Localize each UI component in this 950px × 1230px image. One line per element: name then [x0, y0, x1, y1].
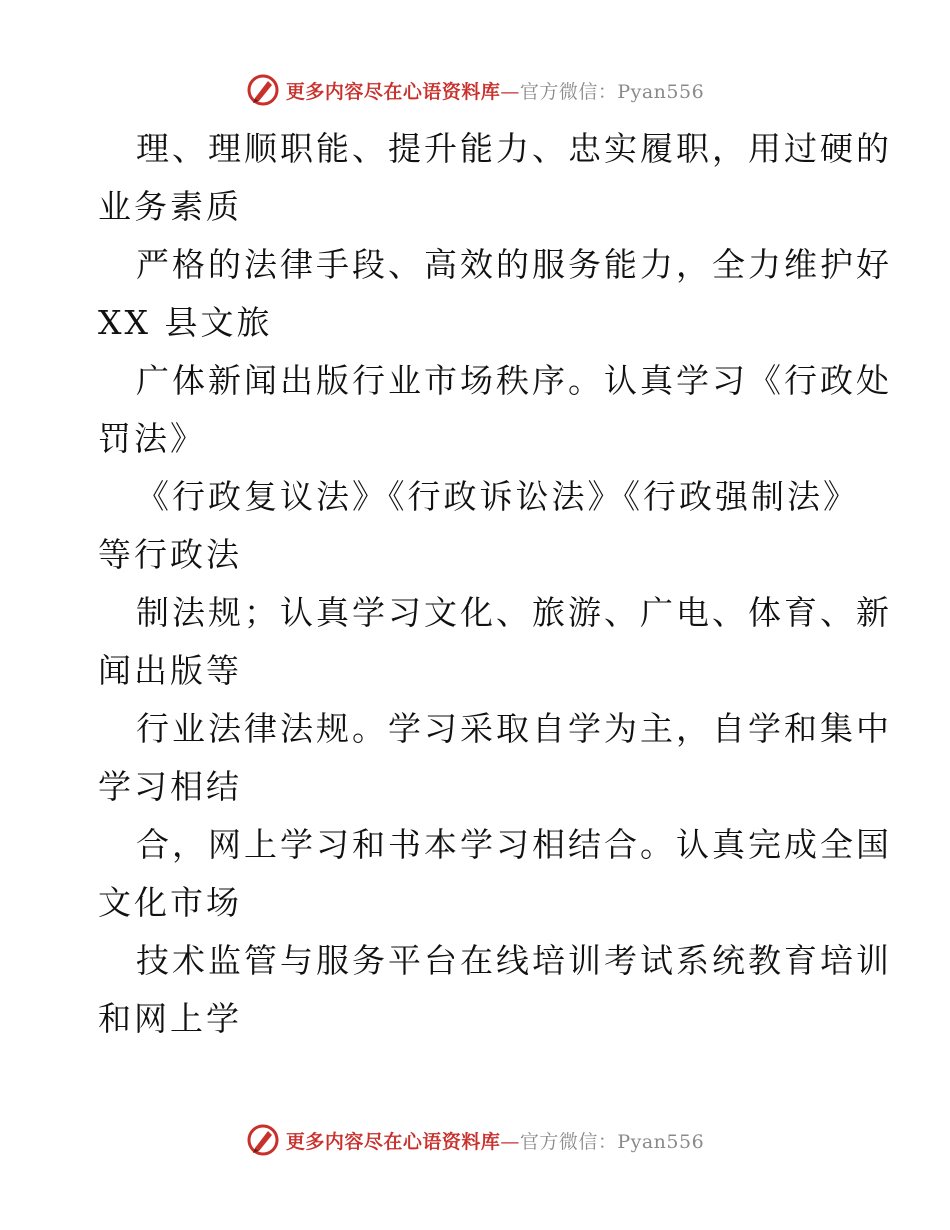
paragraph-5	[98, 584, 892, 700]
header-dash: —	[500, 80, 520, 103]
paragraph-line: 闻出版等	[98, 651, 242, 690]
paragraph-line: XX 县文旅	[98, 303, 273, 342]
paragraph-line: 严格的法律手段、高效的服务能力，全力维护好	[136, 245, 892, 284]
pen-logo-icon	[246, 1123, 280, 1157]
paragraph-line: 理、理顺职能、提升能力、忠实履职，用过硬的	[136, 129, 892, 168]
footer-brand: 更多内容尽在心语资料库	[285, 1130, 501, 1153]
paragraph-line: 罚法》	[98, 419, 206, 458]
footer-text	[286, 1127, 704, 1154]
paragraph-8	[98, 932, 892, 1048]
paragraph-3	[98, 352, 892, 468]
paragraph-line: 广体新闻出版行业市场秩序。认真学习《行政处	[136, 361, 892, 400]
paragraph-line: 制法规；认真学习文化、旅游、广电、体育、新	[136, 593, 892, 632]
paragraph-6	[98, 700, 892, 816]
document-body	[98, 120, 892, 1048]
paragraph-2	[98, 236, 892, 352]
header-brand: 更多内容尽在心语资料库	[285, 80, 501, 103]
header-text	[286, 77, 704, 104]
paragraph-line: 合，网上学习和书本学习相结合。认真完成全国	[136, 825, 892, 864]
header-banner	[0, 70, 950, 110]
pen-logo-icon	[246, 73, 280, 107]
paragraph-line: 业务素质	[98, 187, 242, 226]
paragraph-line: 等行政法	[98, 535, 242, 574]
paragraph-line: 文化市场	[98, 883, 242, 922]
paragraph-line: 技术监管与服务平台在线培训考试系统教育培训	[136, 941, 892, 980]
paragraph-7	[98, 816, 892, 932]
paragraph-1	[98, 120, 892, 236]
footer-dash: —	[500, 1130, 520, 1153]
header-wechat: 官方微信：Pyan556	[519, 80, 705, 103]
paragraph-line: 《行政复议法》《行政诉讼法》《行政强制法》	[136, 477, 859, 516]
footer-banner	[0, 1120, 950, 1160]
paragraph-line: 学习相结	[98, 767, 242, 806]
paragraph-4	[98, 468, 858, 584]
footer-wechat: 官方微信：Pyan556	[519, 1130, 705, 1153]
paragraph-line: 行业法律法规。学习采取自学为主，自学和集中	[136, 709, 892, 748]
paragraph-line: 和网上学	[98, 999, 242, 1038]
